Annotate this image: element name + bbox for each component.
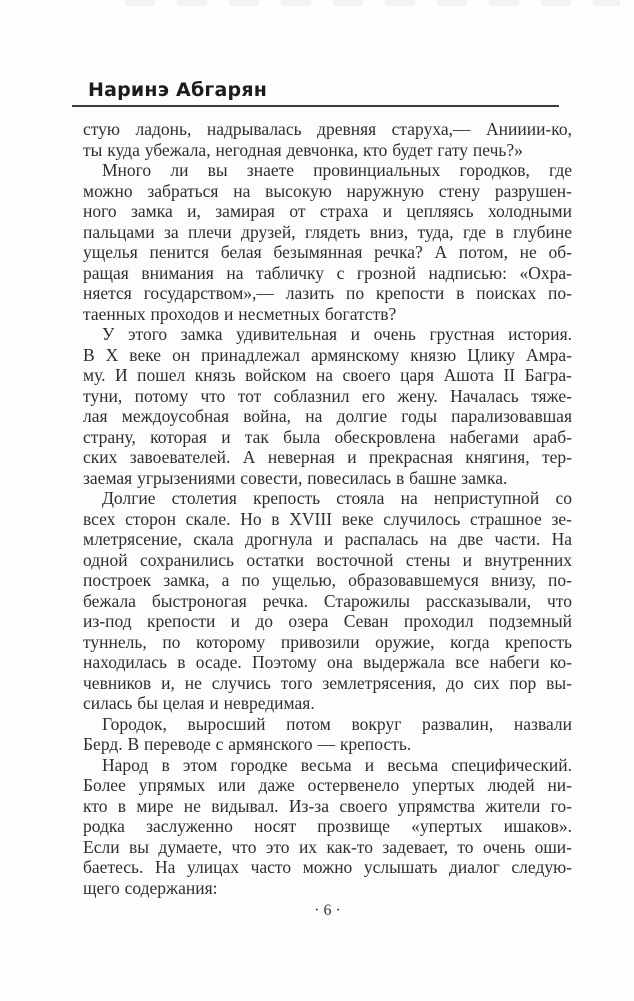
page-header <box>88 80 568 100</box>
text-line: баетесь. На улицах часто можно услышать диалог следую- <box>83 857 572 877</box>
text-line: страну, которая и так была обескровлена набегами араб- <box>83 426 572 447</box>
text-line: заемая угрызениями совести, повесилась в башне замка. <box>83 467 508 488</box>
paragraph <box>83 119 572 160</box>
text-line: му. И пошел князь войском на своего царя Ашота II Багра- <box>83 365 572 385</box>
text-line: таенных проходов и несметных богатств? <box>83 303 397 324</box>
text-line: ущелья пенится белая безымянная речка? А потом, не об- <box>83 242 572 262</box>
text-line: Много ли вы знаете провинциальных городков, где <box>102 160 572 180</box>
text-line: Берд. В переводе с армянского — крепость. <box>83 734 412 754</box>
text-line: пальцами за плечи друзей, глядеть вниз, туда, где в глубине <box>83 221 572 242</box>
body-text <box>83 119 572 898</box>
text-line: лая междоусобная война, на долгие годы парализовавшая <box>83 406 572 426</box>
text-line: У этого замка удивительная и очень грустная история. <box>102 324 572 344</box>
text-line: щего содержания: <box>83 877 218 898</box>
paragraph <box>83 755 572 899</box>
text-line: ты куда убежала, негодная девчонка, кто будет гату печь?» <box>83 139 523 160</box>
text-line: силась бы целая и невредимая. <box>83 693 315 713</box>
text-line: одной сохранились остатки восточной стены и внутренних <box>83 549 572 570</box>
text-line: ного замка и, замирая от страха и цепляясь холодными <box>83 201 572 221</box>
text-line: находилась в осаде. Поэтому она выдержала все набеги ко- <box>83 652 572 672</box>
page-number: · 6 · <box>314 902 341 919</box>
text-line: построек замка, а по ущелью, образовавшемуся внизу, по- <box>83 570 572 590</box>
paragraph <box>83 714 572 755</box>
paragraph <box>83 324 572 488</box>
text-line: стую ладонь, надрывалась древняя старуха,— Анииии-ко, <box>83 119 572 139</box>
text-line: можно забраться на высокую наружную стену разрушен- <box>83 180 572 201</box>
text-line: ращая внимания на табличку с грозной надписью: «Охра- <box>83 262 572 283</box>
text-line: ских завоевателей. А неверная и прекрасная княгиня, тер- <box>83 447 572 467</box>
text-line: Народ в этом городке весьма и весьма специфический. <box>102 754 572 775</box>
paragraph <box>83 488 572 714</box>
header-rule <box>72 105 559 107</box>
text-line: кто в мире не видывал. Из-за своего упрямства жители го- <box>83 795 572 816</box>
text-line: туни, потому что тот соблазнил его жену. Началась тяже- <box>83 385 572 406</box>
text-line: бежала быстроногая речка. Старожилы рассказывали, что <box>83 590 572 611</box>
text-line: чевников и, не случись того землетрясения, до сих пор вы- <box>83 672 572 693</box>
author-name: Наринэ Абгарян <box>88 79 268 101</box>
text-line: В X веке он принадлежал армянскому князю Цлику Амра- <box>83 344 572 365</box>
scan-artifact <box>125 0 620 6</box>
paragraph <box>83 160 572 324</box>
text-line: млетрясение, скала дрогнула и распалась на две части. На <box>83 529 572 549</box>
text-line: из-под крепости и до озера Севан проходил подземный <box>83 611 572 631</box>
text-line: туннель, по которому привозили оружие, когда крепость <box>83 631 572 652</box>
text-line: родка заслуженно носят прозвище «упертых ишаков». <box>83 816 572 836</box>
text-line: Долгие столетия крепость стояла на неприступной со <box>102 488 572 508</box>
text-line: Городок, выросший потом вокруг развалин, назвали <box>102 713 572 734</box>
text-line: Если вы думаете, что это их как-то задевает, то очень оши- <box>83 836 572 857</box>
text-line: всех сторон скале. Но в XVIII веке случилось страшное зе- <box>83 508 572 529</box>
text-line: няется государством»,— лазить по крепости в поисках по- <box>83 283 572 303</box>
text-line: Более упрямых или даже остервенело упертых людей ни- <box>83 775 572 795</box>
